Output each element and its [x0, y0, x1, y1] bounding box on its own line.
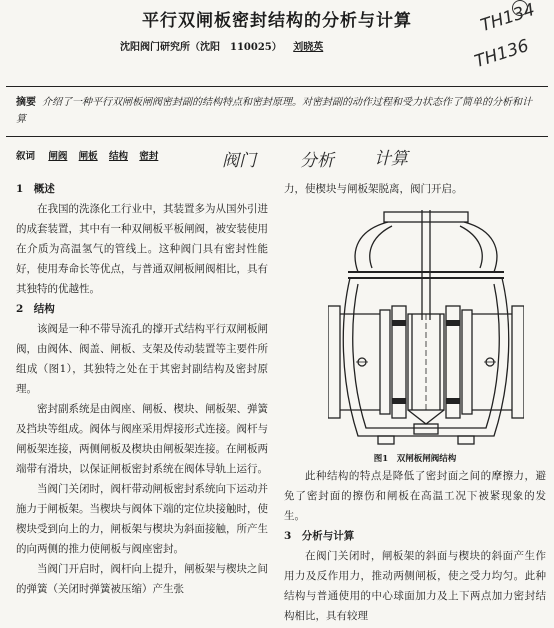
- valve-figure: [328, 210, 524, 454]
- keywords-line: [16, 148, 166, 162]
- handwritten-keyword-1: 阀门: [222, 151, 256, 171]
- handwritten-keyword-3: 计算: [374, 149, 408, 169]
- section-2-paragraph-2: 密封副系统是由阀座、闸板、楔块、闸板架、弹簧及挡块等组成。阀体与阀座采用焊接形式连接。阀杆与闸板架连接，两侧闸板及楔块由闸板架连接。在闸板两端带有滑块，以保证闸板密封系统在阀体导轨上运行。: [16, 403, 268, 475]
- left-column: [16, 179, 268, 599]
- bonnet-shell: [355, 222, 497, 272]
- affiliation-line: [120, 38, 323, 53]
- abstract-label: 摘要: [16, 97, 36, 108]
- figure-caption: 图1 双闸板闸阀结构: [373, 454, 457, 464]
- keyword-1: 闸阀: [48, 151, 68, 162]
- section-2-paragraph-4: 当阀门开启时，阀杆向上提升，闸板架与楔块之间的弹簧（关闭时弹簧被压缩）产生张: [16, 563, 268, 595]
- abstract: [16, 94, 540, 128]
- affiliation: 沈阳阀门研究所（沈阳 110025）: [120, 42, 282, 53]
- bonnet-flange: [384, 212, 468, 222]
- keywords-label: 叙词: [16, 151, 36, 162]
- article-title: 平行双闸板密封结构的分析与计算: [142, 11, 412, 31]
- author-name: 刘晓英: [293, 42, 324, 53]
- right-column-bottom: [284, 466, 546, 626]
- handwritten-classification-1: TH134: [478, 0, 538, 37]
- abstract-rule: [6, 136, 548, 137]
- valve-drawing: [328, 210, 524, 450]
- structure-feature-paragraph: 此种结构的特点是降低了密封面之间的摩擦力，避免了密封面的擦伤和闸板在高温工况下被紧现象的发生。: [284, 470, 546, 522]
- section-2-paragraph-1: 该阀是一种不带导流孔的撑开式结构平行双闸板闸阀，由阀体、阀盖、闸板、支架及传动装置等主要件所组成（图1），其独特之处在于其密封副结构及密封原理。: [16, 323, 268, 395]
- abstract-text: 介绍了一种平行双闸板闸阀密封副的结构特点和密封原理。对密封副的动作过程和受力状态作了简单的分析和计算: [16, 97, 532, 125]
- section-2-heading: 2 结构: [16, 303, 55, 315]
- continued-paragraph: 力，使楔块与闸板架脱离，阀门开启。: [284, 183, 463, 195]
- section-2-paragraph-3: 当阀门关闭时，阀杆带动闸板密封系统向下运动并施力于闸板架。当楔块与阀体下端的定位块接触时，使楔块受到向上的力，闸板架与楔块为斜面接触，所产生的向两侧的推力使闸板与阀座密封。: [16, 483, 268, 555]
- section-3-paragraph: 在阀门关闭时，闸板架的斜面与楔块的斜面产生作用力及反作用力，推动两侧闸板，使之受力均匀。此种结构与普通使用的中心球面加力及上下两点加力密封结构相比，具有较理: [284, 550, 546, 622]
- keyword-3: 结构: [108, 151, 128, 162]
- keyword-4: 密封: [139, 151, 159, 162]
- keyword-2: 闸板: [78, 151, 98, 162]
- handwritten-keyword-2: 分析: [300, 151, 334, 171]
- handwritten-classification-2: TH136: [472, 35, 532, 73]
- section-3-heading: 3 分析与计算: [284, 530, 355, 542]
- right-column-top: [284, 179, 546, 199]
- top-rule: [6, 86, 548, 87]
- section-1-paragraph: 在我国的洗涤化工行业中，其装置多为从国外引进的成套装置，其中有一种双闸板平板闸阀，被安装使用在介质为高温氢气的管线上。这种阀门具有密封性能好，使用寿命长等优点，与普通双闸板闸阀相比，具有其独特的优越性。: [16, 203, 268, 295]
- section-1-heading: 1 概述: [16, 183, 55, 195]
